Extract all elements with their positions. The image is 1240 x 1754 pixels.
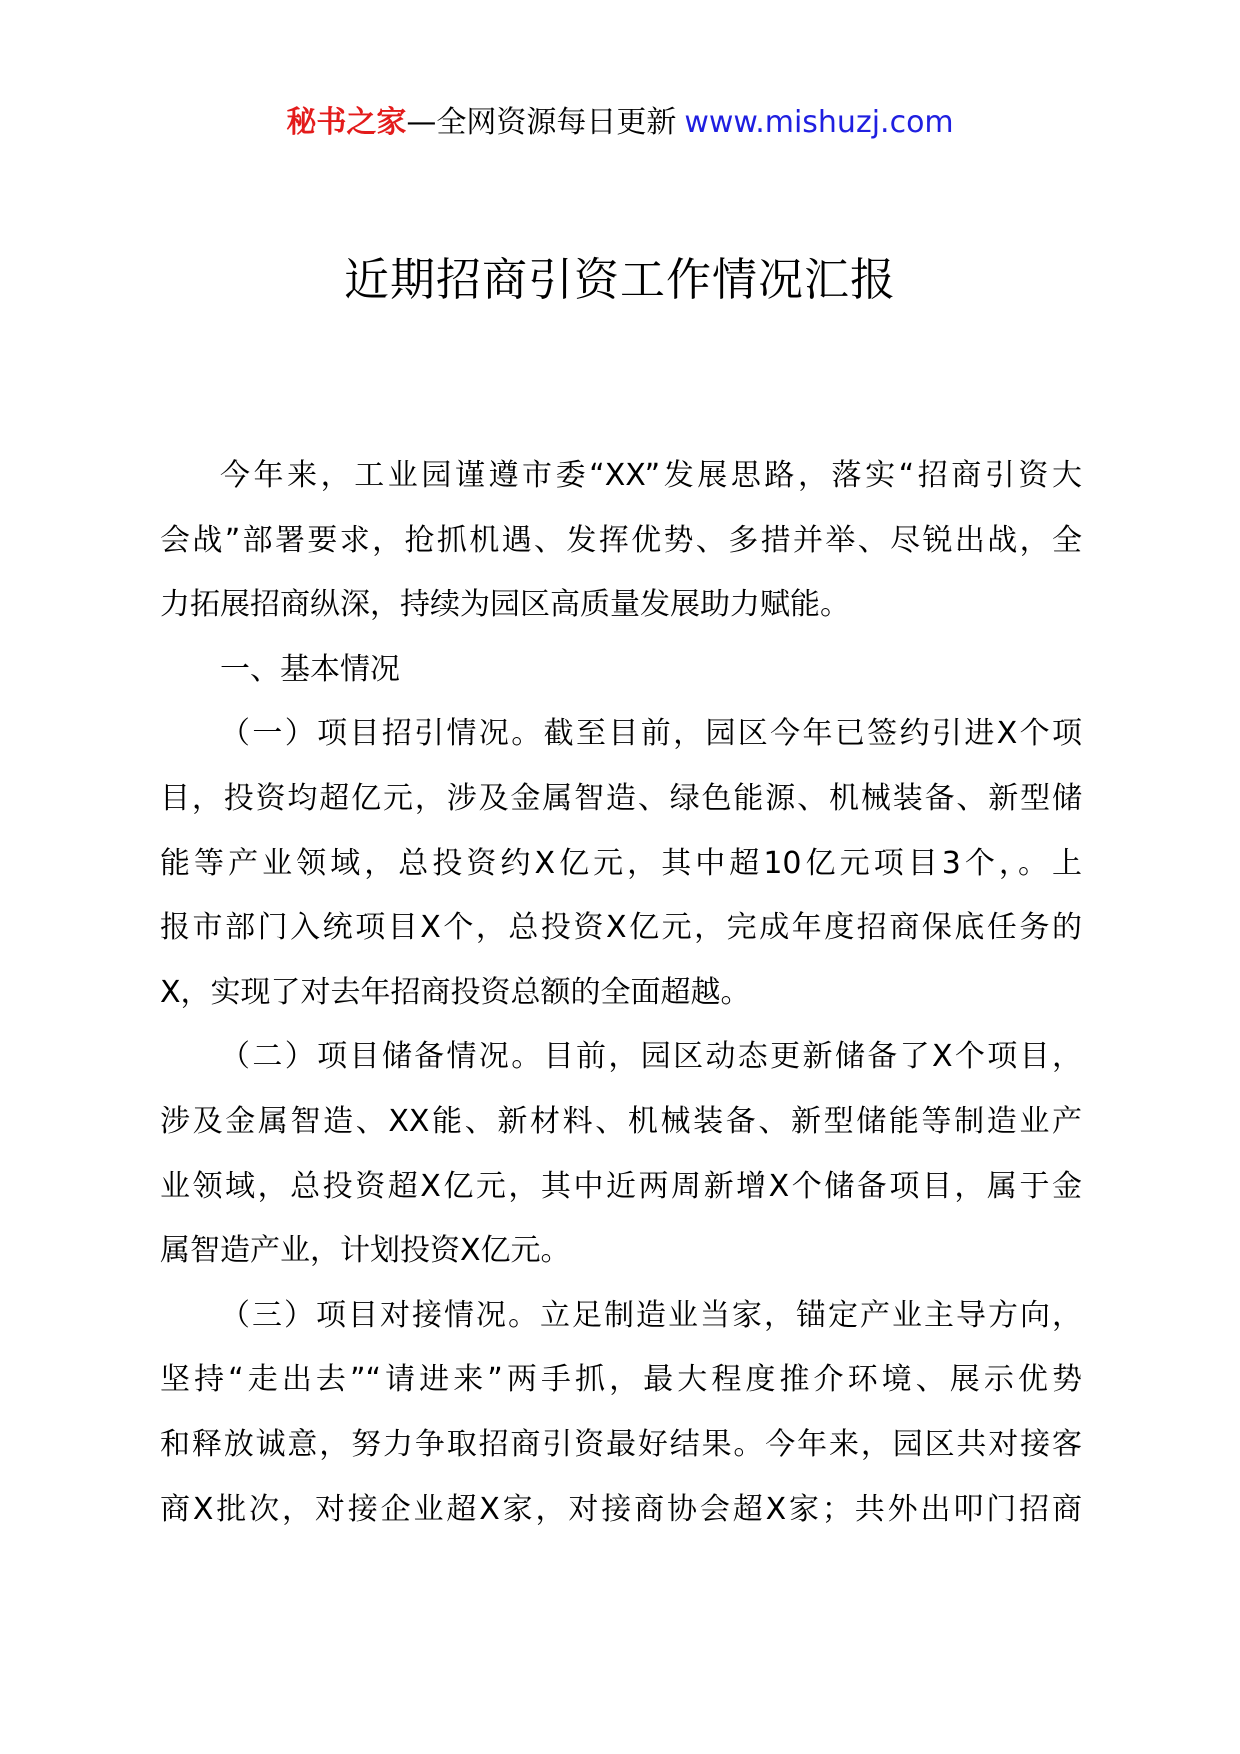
document-title: 近期招商引资工作情况汇报 [343, 253, 896, 306]
header-tagline: —全网资源每日更新 [406, 105, 677, 140]
paragraph-line: 坚持“走出去”“请进来”两手抓，最大程度推介环境、展示优势 [160, 1362, 1082, 1398]
paragraph-line: 力拓展招商纵深，持续为园区高质量发展助力赋能。 [160, 587, 850, 623]
document-body [160, 444, 1082, 1542]
paragraph-line: 业领域，总投资超X亿元，其中近两周新增X个储备项目，属于金 [160, 1168, 1082, 1204]
section-heading: 一、基本情况 [220, 651, 400, 687]
paragraph-line: （一）项目招引情况。截至目前，园区今年已签约引进X个项 [220, 716, 1082, 752]
paragraph-intro [160, 444, 1082, 638]
paragraph-project-docking [160, 1284, 1082, 1542]
paragraph-line: 商X批次，对接企业超X家，对接商协会超X家；共外出叩门招商 [160, 1491, 1082, 1527]
paragraph-line: （二）项目储备情况。目前，园区动态更新储备了X个项目， [220, 1039, 1082, 1075]
page-header [0, 102, 1240, 144]
paragraph-line: 能等产业领域，总投资约X亿元，其中超10亿元项目3个，。上 [160, 845, 1082, 881]
paragraph-line: 会战”部署要求，抢抓机遇、发挥优势、多措并举、尽锐出战，全 [160, 522, 1082, 558]
section-heading-basic [160, 638, 1082, 703]
paragraph-project-reserve [160, 1025, 1082, 1283]
paragraph-line: 涉及金属智造、XX能、新材料、机械装备、新型储能等制造业产 [160, 1103, 1082, 1139]
paragraph-line: （三）项目对接情况。立足制造业当家，锚定产业主导方向， [220, 1297, 1082, 1333]
paragraph-line: 和释放诚意，努力争取招商引资最好结果。今年来，园区共对接客 [160, 1426, 1082, 1462]
paragraph-line: 今年来，工业园谨遵市委“XX”发展思路，落实“招商引资大 [220, 458, 1082, 493]
paragraph-line: 报市部门入统项目X个，总投资X亿元，完成年度招商保底任务的 [160, 910, 1082, 946]
paragraph-line: 目，投资均超亿元，涉及金属智造、绿色能源、机械装备、新型储 [160, 780, 1082, 816]
paragraph-line: 属智造产业，计划投资X亿元。 [160, 1233, 571, 1269]
header-url: www.mishuzj.com [684, 105, 954, 140]
paragraph-line: X，实现了对去年招商投资总额的全面超越。 [160, 974, 751, 1010]
header-brand: 秘书之家 [286, 105, 407, 140]
paragraph-project-signing [160, 702, 1082, 1025]
